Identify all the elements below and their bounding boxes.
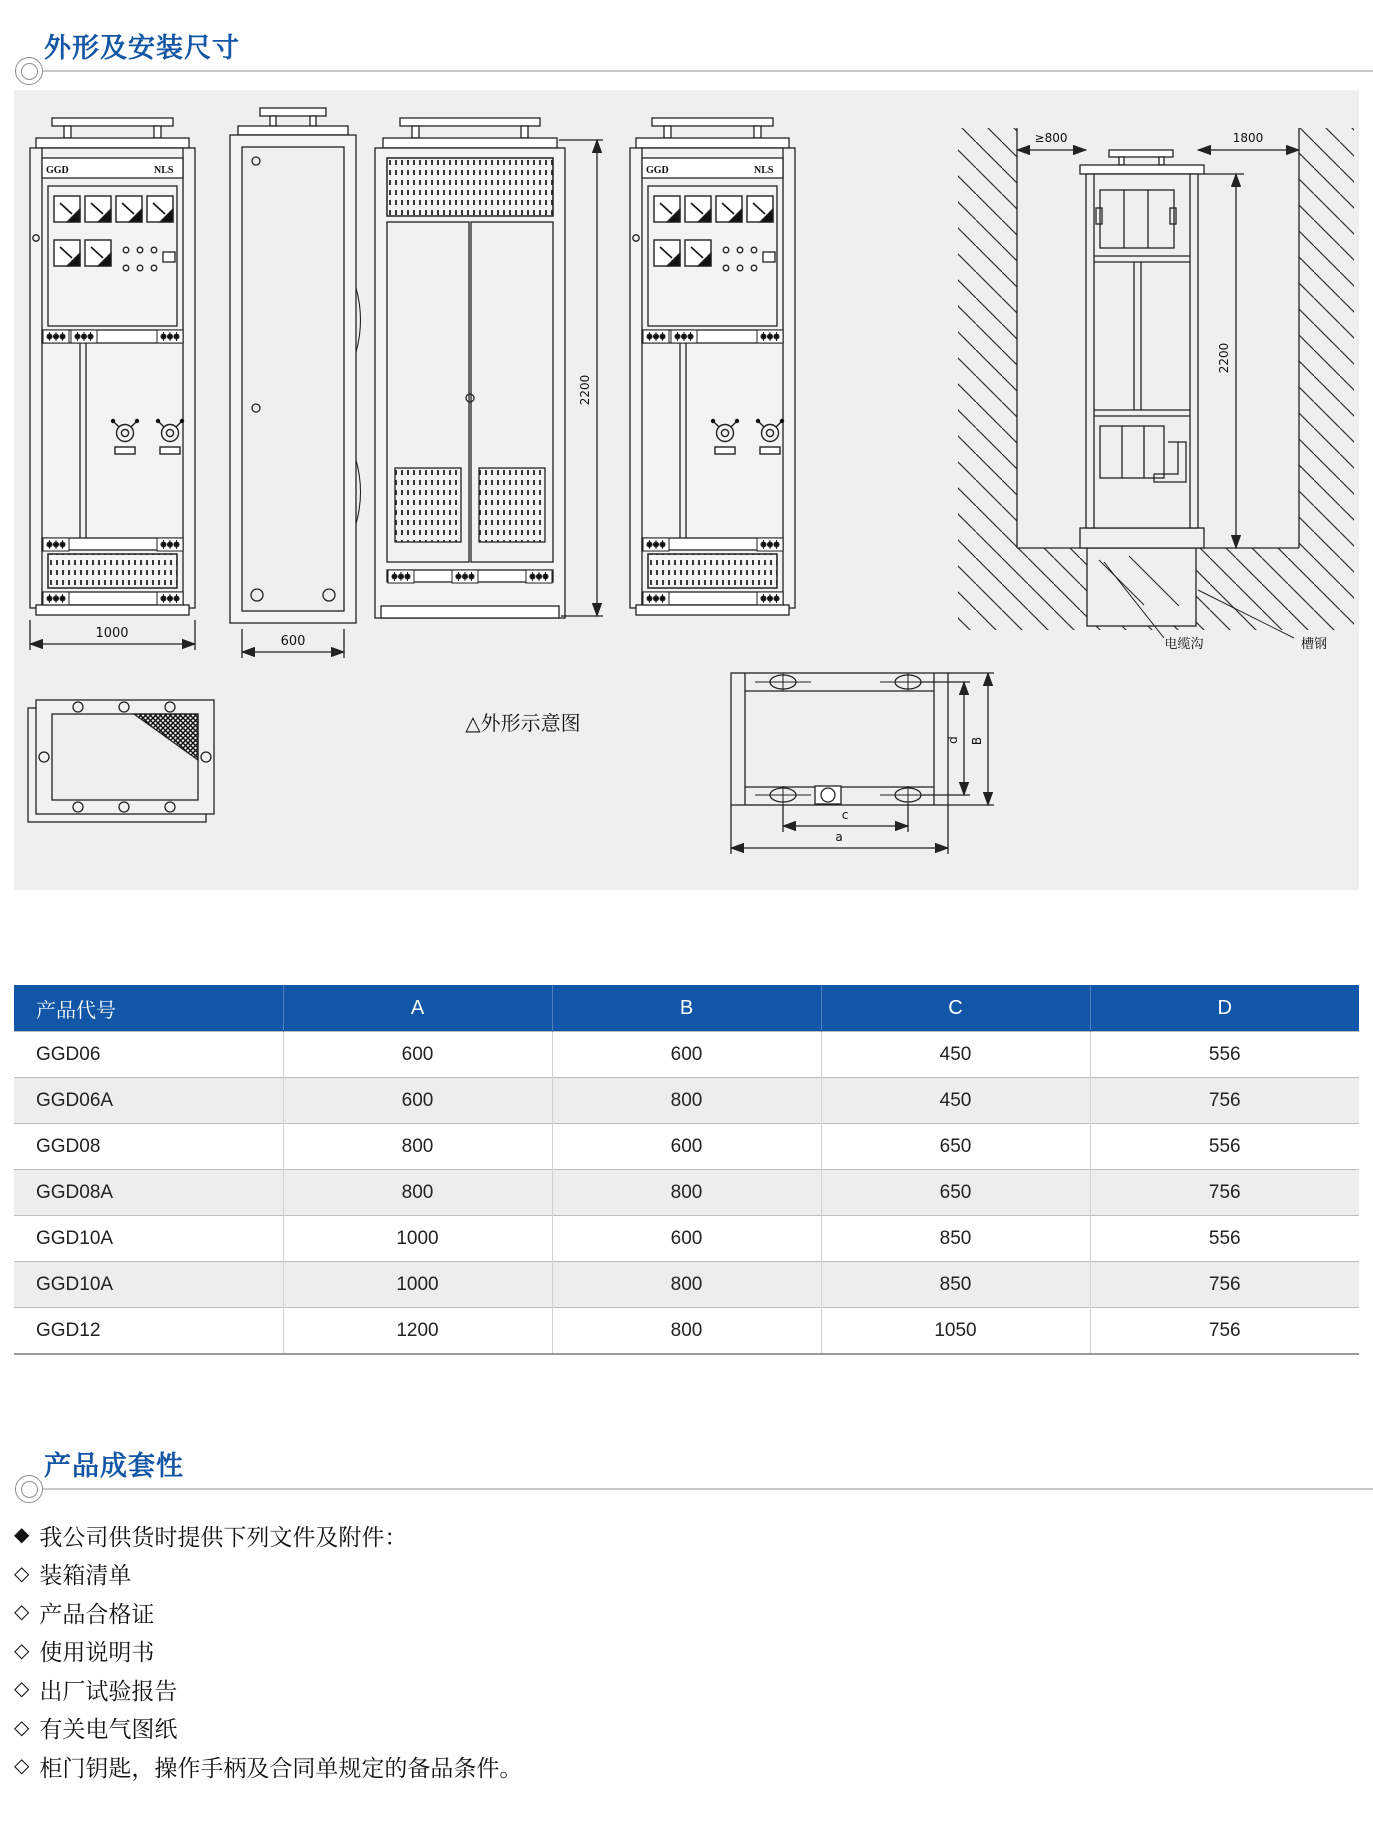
table-cell: 600 — [552, 1124, 821, 1170]
table-cell: 650 — [821, 1124, 1090, 1170]
table-cell: 600 — [552, 1216, 821, 1262]
cabinet-front-view-2 — [630, 118, 795, 615]
section-title-dimensions: 外形及安装尺寸 — [44, 33, 240, 63]
table-cell: 1050 — [821, 1308, 1090, 1355]
table-row — [14, 1078, 1359, 1124]
dim-label-width: 1000 — [95, 626, 129, 641]
list-item-text: 我公司供货时提供下列文件及附件： — [39, 1523, 408, 1550]
plan-dim-B: B — [970, 736, 984, 746]
cabinet-front-view — [30, 118, 195, 650]
table-cell: 756 — [1090, 1308, 1359, 1355]
list-item — [14, 1670, 1214, 1709]
section-ring-icon — [15, 57, 43, 85]
table-cell: 756 — [1090, 1078, 1359, 1124]
table-cell: 1000 — [283, 1262, 552, 1308]
column-header: A — [283, 985, 552, 1032]
table-cell: GGD08A — [14, 1170, 283, 1216]
table-cell: 450 — [821, 1032, 1090, 1078]
column-header: C — [821, 985, 1090, 1032]
section-ring-icon — [15, 1475, 43, 1503]
table-cell: 556 — [1090, 1124, 1359, 1170]
section-divider-line — [28, 70, 1373, 72]
installation-section-view — [958, 128, 1354, 652]
table-cell: GGD08 — [14, 1124, 283, 1170]
cable-trench-label: 电缆沟 — [1164, 637, 1204, 652]
list-item-text: 柜门钥匙，操作手柄及合同单规定的备品条件。 — [39, 1754, 523, 1781]
base-plan-view — [731, 673, 994, 854]
technical-drawing-panel — [14, 90, 1359, 890]
table-cell: 600 — [552, 1032, 821, 1078]
outline-installation-drawing: GGD NLS 1000 600 2200 ≥800 1800 2200 电缆沟 槽钢 △外形示意图 c a d B — [14, 90, 1359, 890]
hollow-diamond-icon: ◇ — [14, 1601, 30, 1624]
hollow-diamond-icon: ◇ — [14, 1678, 30, 1701]
table-cell: GGD06A — [14, 1078, 283, 1124]
table-cell: 600 — [283, 1078, 552, 1124]
filled-diamond-icon: ◆ — [14, 1524, 30, 1547]
diagram-caption: △外形示意图 — [465, 711, 581, 735]
hollow-diamond-icon: ◇ — [14, 1716, 30, 1739]
table-cell: 800 — [552, 1262, 821, 1308]
cabinet-side-view — [230, 108, 361, 658]
dim-label-rear-clearance: 1800 — [1232, 131, 1264, 145]
plan-dim-d: d — [946, 736, 960, 744]
list-item-text: 有关电气图纸 — [39, 1716, 178, 1743]
plan-dim-c: c — [841, 808, 849, 822]
table-cell: GGD10A — [14, 1216, 283, 1262]
list-item — [14, 1593, 1214, 1632]
table-cell: 756 — [1090, 1262, 1359, 1308]
table-cell: 800 — [552, 1170, 821, 1216]
list-item — [14, 1747, 1214, 1786]
plan-dim-a: a — [835, 830, 843, 844]
table-cell: 450 — [821, 1078, 1090, 1124]
table-cell: 556 — [1090, 1216, 1359, 1262]
hollow-diamond-icon: ◇ — [14, 1562, 30, 1585]
table-cell: GGD12 — [14, 1308, 283, 1355]
table-cell: 650 — [821, 1170, 1090, 1216]
table-cell: 800 — [552, 1308, 821, 1355]
table-cell: 1200 — [283, 1308, 552, 1355]
table-cell: GGD06 — [14, 1032, 283, 1078]
table-cell: 850 — [821, 1262, 1090, 1308]
table-cell: 556 — [1090, 1032, 1359, 1078]
channel-steel-label: 槽钢 — [1300, 637, 1328, 652]
table-row — [14, 1216, 1359, 1262]
table-cell: 756 — [1090, 1170, 1359, 1216]
table-row — [14, 1170, 1359, 1216]
column-header: D — [1090, 985, 1359, 1032]
table-cell: 850 — [821, 1216, 1090, 1262]
table-cell: 800 — [283, 1170, 552, 1216]
dimension-spec-table — [14, 985, 1359, 1355]
base-frame-view — [28, 700, 214, 822]
list-item — [14, 1632, 1214, 1671]
section-title-completeness: 产品成套性 — [44, 1451, 184, 1481]
hollow-diamond-icon: ◇ — [14, 1639, 30, 1662]
list-item-text: 使用说明书 — [39, 1639, 155, 1666]
table-row — [14, 1032, 1359, 1078]
dim-label-cabinet-height: 2200 — [578, 374, 592, 406]
section-divider-line — [28, 1488, 1373, 1490]
cabinet-rear-view — [375, 118, 603, 618]
table-row — [14, 1124, 1359, 1170]
list-item-text: 装箱清单 — [39, 1562, 132, 1589]
list-item — [14, 1709, 1214, 1748]
supply-list — [14, 1516, 1214, 1786]
table-cell: 800 — [552, 1078, 821, 1124]
table-cell: 800 — [283, 1124, 552, 1170]
dim-label-install-height: 2200 — [1217, 342, 1231, 374]
dim-label-aisle: ≥800 — [1034, 131, 1068, 145]
table-cell: 1000 — [283, 1216, 552, 1262]
table-row — [14, 1308, 1359, 1355]
column-header: B — [552, 985, 821, 1032]
column-header: 产品代号 — [14, 985, 283, 1032]
hollow-diamond-icon: ◇ — [14, 1755, 30, 1778]
table-cell: GGD10A — [14, 1262, 283, 1308]
list-item — [14, 1555, 1214, 1594]
table-header-row — [14, 985, 1359, 1032]
table-cell: 600 — [283, 1032, 552, 1078]
list-item — [14, 1516, 1214, 1555]
table-row — [14, 1262, 1359, 1308]
list-item-text: 产品合格证 — [39, 1600, 155, 1627]
dim-label-depth: 600 — [280, 634, 306, 649]
list-item-text: 出厂试验报告 — [39, 1677, 178, 1704]
